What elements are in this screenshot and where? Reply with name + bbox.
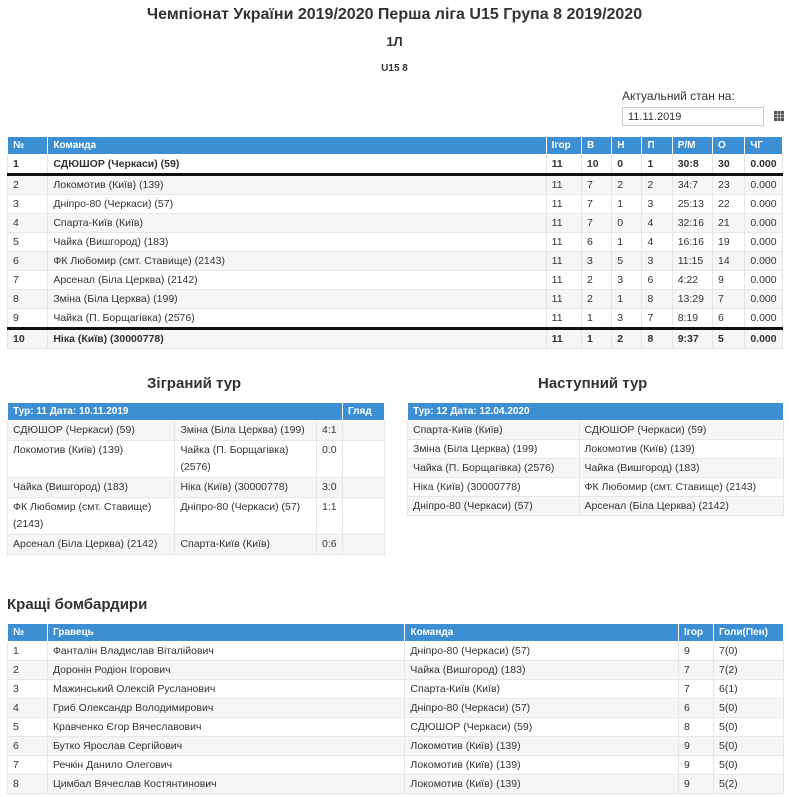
played-match-row xyxy=(8,478,385,498)
standings-cell: 11 xyxy=(546,329,581,349)
scorer-cell: 2 xyxy=(8,661,48,680)
page-title: Чемпіонат України 2019/2020 Перша ліга U15 Група 8 2019/2020 xyxy=(146,6,643,23)
standings-cell: 16:16 xyxy=(672,233,712,252)
standings-cell: 1 xyxy=(8,155,48,175)
scorer-cell: 7(2) xyxy=(714,661,784,680)
standings-cell: 11 xyxy=(546,233,581,252)
watch-cell xyxy=(343,441,385,478)
standings-cell: 5 xyxy=(612,252,642,271)
home-team: Дніпро-80 (Черкаси) (57) xyxy=(408,497,580,516)
standings-cell: 11 xyxy=(546,175,581,195)
played-round-title: Зіграний тур xyxy=(147,375,242,392)
standings-cell: 21 xyxy=(713,214,745,233)
standings-cell: 3 xyxy=(642,195,672,214)
standings-cell: 6 xyxy=(8,252,48,271)
scorer-cell: Чайка (Вишгород) (183) xyxy=(405,661,679,680)
date-input[interactable]: 11.11.2019 xyxy=(622,107,764,126)
standings-col-header[interactable]: В xyxy=(581,137,611,155)
scorer-cell: Речкін Данило Олегович xyxy=(47,756,404,775)
standings-cell: 8 xyxy=(642,290,672,309)
home-team: Чайка (Вишгород) (183) xyxy=(8,478,175,498)
standings-cell: 0.000 xyxy=(745,329,783,349)
scorer-cell: 9 xyxy=(679,756,714,775)
standings-cell: 0.000 xyxy=(745,271,783,290)
scorer-cell: 8 xyxy=(8,775,48,794)
league-label: 1Л xyxy=(386,34,403,49)
match-score[interactable]: 0:0 xyxy=(317,441,343,478)
standings-cell[interactable]: ФК Любомир (смт. Ставище) (2143) xyxy=(48,252,546,271)
standings-header-row xyxy=(8,137,783,155)
standings-col-header[interactable]: О xyxy=(713,137,745,155)
standings-cell: 9:37 xyxy=(672,329,712,349)
standings-cell: 0 xyxy=(612,155,642,175)
standings-col-header[interactable]: Команда xyxy=(48,137,546,155)
standings-cell: 25:13 xyxy=(672,195,712,214)
next-round-title: Наступний тур xyxy=(538,375,648,392)
standings-cell: 8 xyxy=(8,290,48,309)
standings-cell: 32:16 xyxy=(672,214,712,233)
scorer-cell: 9 xyxy=(679,737,714,756)
scorer-cell: 9 xyxy=(679,642,714,661)
scorer-cell: 5(0) xyxy=(714,718,784,737)
played-round-table xyxy=(7,402,385,555)
scorer-cell: 5(0) xyxy=(714,699,784,718)
standings-cell: 7 xyxy=(581,195,611,214)
scorer-cell: Локомотив (Київ) (139) xyxy=(405,756,679,775)
match-score[interactable]: 0:6 xyxy=(317,535,343,555)
standings-cell: 7 xyxy=(581,214,611,233)
standings-cell: 2 xyxy=(612,175,642,195)
standings-cell: 2 xyxy=(8,175,48,195)
standings-cell: 1 xyxy=(612,195,642,214)
scorer-row xyxy=(8,775,784,794)
next-round-header: Тур: 12 Дата: 12.04.2020 xyxy=(408,403,784,421)
standings-cell: 11 xyxy=(546,252,581,271)
next-round-body xyxy=(408,421,784,516)
watch-header: Гляд xyxy=(343,403,385,421)
standings-col-header[interactable]: № xyxy=(8,137,48,155)
standings-cell: 5 xyxy=(713,329,745,349)
standings-cell: 34:7 xyxy=(672,175,712,195)
scorer-row xyxy=(8,642,784,661)
scorer-cell: 6 xyxy=(679,699,714,718)
standings-cell: 7 xyxy=(642,309,672,329)
played-match-row xyxy=(8,535,385,555)
standings-cell: 9 xyxy=(713,271,745,290)
standings-cell: 11 xyxy=(546,214,581,233)
home-team: Ніка (Київ) (30000778) xyxy=(408,478,580,497)
scorer-cell: 5 xyxy=(8,718,48,737)
standings-row xyxy=(8,175,783,195)
standings-cell: 1 xyxy=(581,329,611,349)
standings-cell[interactable]: Арсенал (Біла Церква) (2142) xyxy=(48,271,546,290)
scorer-cell: Кравченко Єгор Вячеславович xyxy=(47,718,404,737)
standings-cell[interactable]: Локомотив (Київ) (139) xyxy=(48,175,546,195)
scorers-header-row xyxy=(8,624,784,642)
scorer-cell: 7(0) xyxy=(714,642,784,661)
scorer-cell: Гриб Олександр Володимирович xyxy=(47,699,404,718)
scorer-cell: Локомотив (Київ) (139) xyxy=(405,775,679,794)
home-team: СДЮШОР (Черкаси) (59) xyxy=(8,421,175,441)
standings-cell: 13:29 xyxy=(672,290,712,309)
away-team: Ніка (Київ) (30000778) xyxy=(175,478,317,498)
standings-cell: 6 xyxy=(581,233,611,252)
standings-row xyxy=(8,214,783,233)
away-team: Арсенал (Біла Церква) (2142) xyxy=(579,497,783,516)
standings-cell: 11 xyxy=(546,309,581,329)
scorers-title: Кращі бомбардири xyxy=(7,596,148,613)
scorer-cell: Спарта-Київ (Київ) xyxy=(405,680,679,699)
next-match-row xyxy=(408,459,784,478)
scorer-cell: 7 xyxy=(679,661,714,680)
standings-body xyxy=(8,155,783,349)
standings-cell: 0.000 xyxy=(745,233,783,252)
played-match-row xyxy=(8,498,385,535)
played-round-body xyxy=(8,421,385,555)
scorer-row xyxy=(8,680,784,699)
played-match-row xyxy=(8,441,385,478)
scorer-cell: 7 xyxy=(679,680,714,699)
scorers-table xyxy=(7,623,784,794)
away-team: Спарта-Київ (Київ) xyxy=(175,535,317,555)
standings-cell: 4 xyxy=(8,214,48,233)
standings-col-header[interactable]: Н xyxy=(612,137,642,155)
home-team: Спарта-Київ (Київ) xyxy=(408,421,580,440)
scorer-cell: Фанталін Владислав Віталійович xyxy=(47,642,404,661)
scorers-col-header[interactable]: Команда xyxy=(405,624,679,642)
standings-row xyxy=(8,271,783,290)
away-team: Дніпро-80 (Черкаси) (57) xyxy=(175,498,317,535)
away-team: Зміна (Біла Церква) (199) xyxy=(175,421,317,441)
scorers-col-header[interactable]: Голи(Пен) xyxy=(714,624,784,642)
standings-col-header[interactable]: П xyxy=(642,137,672,155)
scorers-col-header[interactable]: № xyxy=(8,624,48,642)
standings-cell: 1 xyxy=(612,233,642,252)
standings-cell[interactable]: Зміна (Біла Церква) (199) xyxy=(48,290,546,309)
standings-cell[interactable]: Ніка (Київ) (30000778) xyxy=(48,329,546,349)
standings-cell: 3 xyxy=(612,271,642,290)
standings-cell: 2 xyxy=(612,329,642,349)
standings-cell: 5 xyxy=(8,233,48,252)
standings-cell: 11:15 xyxy=(672,252,712,271)
away-team: СДЮШОР (Черкаси) (59) xyxy=(579,421,783,440)
scorers-col-header[interactable]: Гравець xyxy=(47,624,404,642)
scorer-row xyxy=(8,737,784,756)
watch-cell xyxy=(343,498,385,535)
scorer-row xyxy=(8,718,784,737)
standings-cell: 0 xyxy=(612,214,642,233)
standings-col-header[interactable]: Ігор xyxy=(546,137,581,155)
away-team: ФК Любомир (смт. Ставище) (2143) xyxy=(579,478,783,497)
away-team: Чайка (Вишгород) (183) xyxy=(579,459,783,478)
standings-cell: 3 xyxy=(642,252,672,271)
standings-cell: 0.000 xyxy=(745,195,783,214)
standings-cell: 6 xyxy=(642,271,672,290)
watch-cell xyxy=(343,421,385,441)
scorer-cell: 5(0) xyxy=(714,737,784,756)
standings-cell: 4:22 xyxy=(672,271,712,290)
standings-cell: 30:8 xyxy=(672,155,712,175)
next-match-row xyxy=(408,478,784,497)
standings-cell: 19 xyxy=(713,233,745,252)
standings-cell: 2 xyxy=(581,290,611,309)
standings-cell: 0.000 xyxy=(745,309,783,329)
home-team: Арсенал (Біла Церква) (2142) xyxy=(8,535,175,555)
standings-cell: 0.000 xyxy=(745,175,783,195)
away-team: Чайка (П. Борщагівка) (2576) xyxy=(175,441,317,478)
standings-col-header[interactable]: Р/М xyxy=(672,137,712,155)
scorer-cell: Бутко Ярослав Сергійович xyxy=(47,737,404,756)
home-team: Чайка (П. Борщагівка) (2576) xyxy=(408,459,580,478)
standings-cell: 0.000 xyxy=(745,155,783,175)
scorer-cell: 3 xyxy=(8,680,48,699)
scorer-cell: Дніпро-80 (Черкаси) (57) xyxy=(405,642,679,661)
standings-cell: 3 xyxy=(8,195,48,214)
date-label: Актуальний стан на: xyxy=(622,89,735,103)
standings-row xyxy=(8,252,783,271)
standings-cell[interactable]: Чайка (Вишгород) (183) xyxy=(48,233,546,252)
scorer-cell: Доронін Родіон Ігорович xyxy=(47,661,404,680)
scorer-cell: Дніпро-80 (Черкаси) (57) xyxy=(405,699,679,718)
standings-cell: 0.000 xyxy=(745,290,783,309)
scorer-cell: 1 xyxy=(8,642,48,661)
next-match-row xyxy=(408,440,784,459)
scorer-row xyxy=(8,661,784,680)
standings-table xyxy=(7,136,783,349)
standings-cell: 23 xyxy=(713,175,745,195)
standings-cell: 11 xyxy=(546,195,581,214)
standings-cell: 3 xyxy=(581,252,611,271)
standings-cell: 10 xyxy=(581,155,611,175)
standings-col-header[interactable]: ЧГ xyxy=(745,137,783,155)
watch-cell xyxy=(343,478,385,498)
standings-cell: 3 xyxy=(612,309,642,329)
standings-row xyxy=(8,309,783,329)
standings-cell: 4 xyxy=(642,214,672,233)
scorer-cell: Мажинський Олексій Русланович xyxy=(47,680,404,699)
standings-row xyxy=(8,329,783,349)
scorer-cell: 5(0) xyxy=(714,756,784,775)
standings-cell: 22 xyxy=(713,195,745,214)
scorer-cell: СДЮШОР (Черкаси) (59) xyxy=(405,718,679,737)
standings-cell: 0.000 xyxy=(745,252,783,271)
standings-cell[interactable]: Дніпро-80 (Черкаси) (57) xyxy=(48,195,546,214)
standings-cell: 30 xyxy=(713,155,745,175)
standings-cell: 1 xyxy=(612,290,642,309)
standings-cell: 14 xyxy=(713,252,745,271)
standings-row xyxy=(8,155,783,175)
standings-cell: 8:19 xyxy=(672,309,712,329)
standings-cell: 9 xyxy=(8,309,48,329)
standings-cell: 0.000 xyxy=(745,214,783,233)
standings-row xyxy=(8,233,783,252)
scorer-row xyxy=(8,756,784,775)
match-score[interactable]: 4:1 xyxy=(317,421,343,441)
standings-cell: 11 xyxy=(546,271,581,290)
calendar-icon[interactable] xyxy=(774,111,784,121)
standings-cell: 11 xyxy=(546,155,581,175)
scorer-cell: 9 xyxy=(679,775,714,794)
standings-cell: 1 xyxy=(581,309,611,329)
age-group-label: U15 8 xyxy=(381,63,408,74)
scorers-body xyxy=(8,642,784,794)
standings-cell: 2 xyxy=(642,175,672,195)
standings-cell: 7 xyxy=(581,175,611,195)
match-score[interactable]: 3:0 xyxy=(317,478,343,498)
standings-row xyxy=(8,290,783,309)
standings-cell[interactable]: Чайка (П. Борщагівка) (2576) xyxy=(48,309,546,329)
scorer-cell: 5(2) xyxy=(714,775,784,794)
scorer-cell: 8 xyxy=(679,718,714,737)
next-match-row xyxy=(408,421,784,440)
standings-cell: 11 xyxy=(546,290,581,309)
scorer-cell: 6 xyxy=(8,737,48,756)
next-round-table xyxy=(407,402,784,516)
scorer-cell: 4 xyxy=(8,699,48,718)
standings-cell[interactable]: СДЮШОР (Черкаси) (59) xyxy=(48,155,546,175)
standings-cell: 1 xyxy=(642,155,672,175)
watch-cell xyxy=(343,535,385,555)
standings-cell: 6 xyxy=(713,309,745,329)
standings-cell[interactable]: Спарта-Київ (Київ) xyxy=(48,214,546,233)
standings-cell: 10 xyxy=(8,329,48,349)
standings-cell: 7 xyxy=(713,290,745,309)
home-team: Зміна (Біла Церква) (199) xyxy=(408,440,580,459)
home-team: Локомотив (Київ) (139) xyxy=(8,441,175,478)
played-round-header: Тур: 11 Дата: 10.11.2019 xyxy=(8,403,343,421)
next-match-row xyxy=(408,497,784,516)
scorer-cell: 7 xyxy=(8,756,48,775)
standings-cell: 2 xyxy=(581,271,611,290)
scorer-cell: Локомотив (Київ) (139) xyxy=(405,737,679,756)
scorers-col-header[interactable]: Ігор xyxy=(679,624,714,642)
standings-cell: 8 xyxy=(642,329,672,349)
standings-cell: 7 xyxy=(8,271,48,290)
standings-row xyxy=(8,195,783,214)
scorer-row xyxy=(8,699,784,718)
scorer-cell: 6(1) xyxy=(714,680,784,699)
scorer-cell: Цимбал Вячеслав Костянтинович xyxy=(47,775,404,794)
standings-cell: 4 xyxy=(642,233,672,252)
away-team: Локомотив (Київ) (139) xyxy=(579,440,783,459)
played-match-row xyxy=(8,421,385,441)
home-team: ФК Любомир (смт. Ставище) (2143) xyxy=(8,498,175,535)
match-score[interactable]: 1:1 xyxy=(317,498,343,535)
